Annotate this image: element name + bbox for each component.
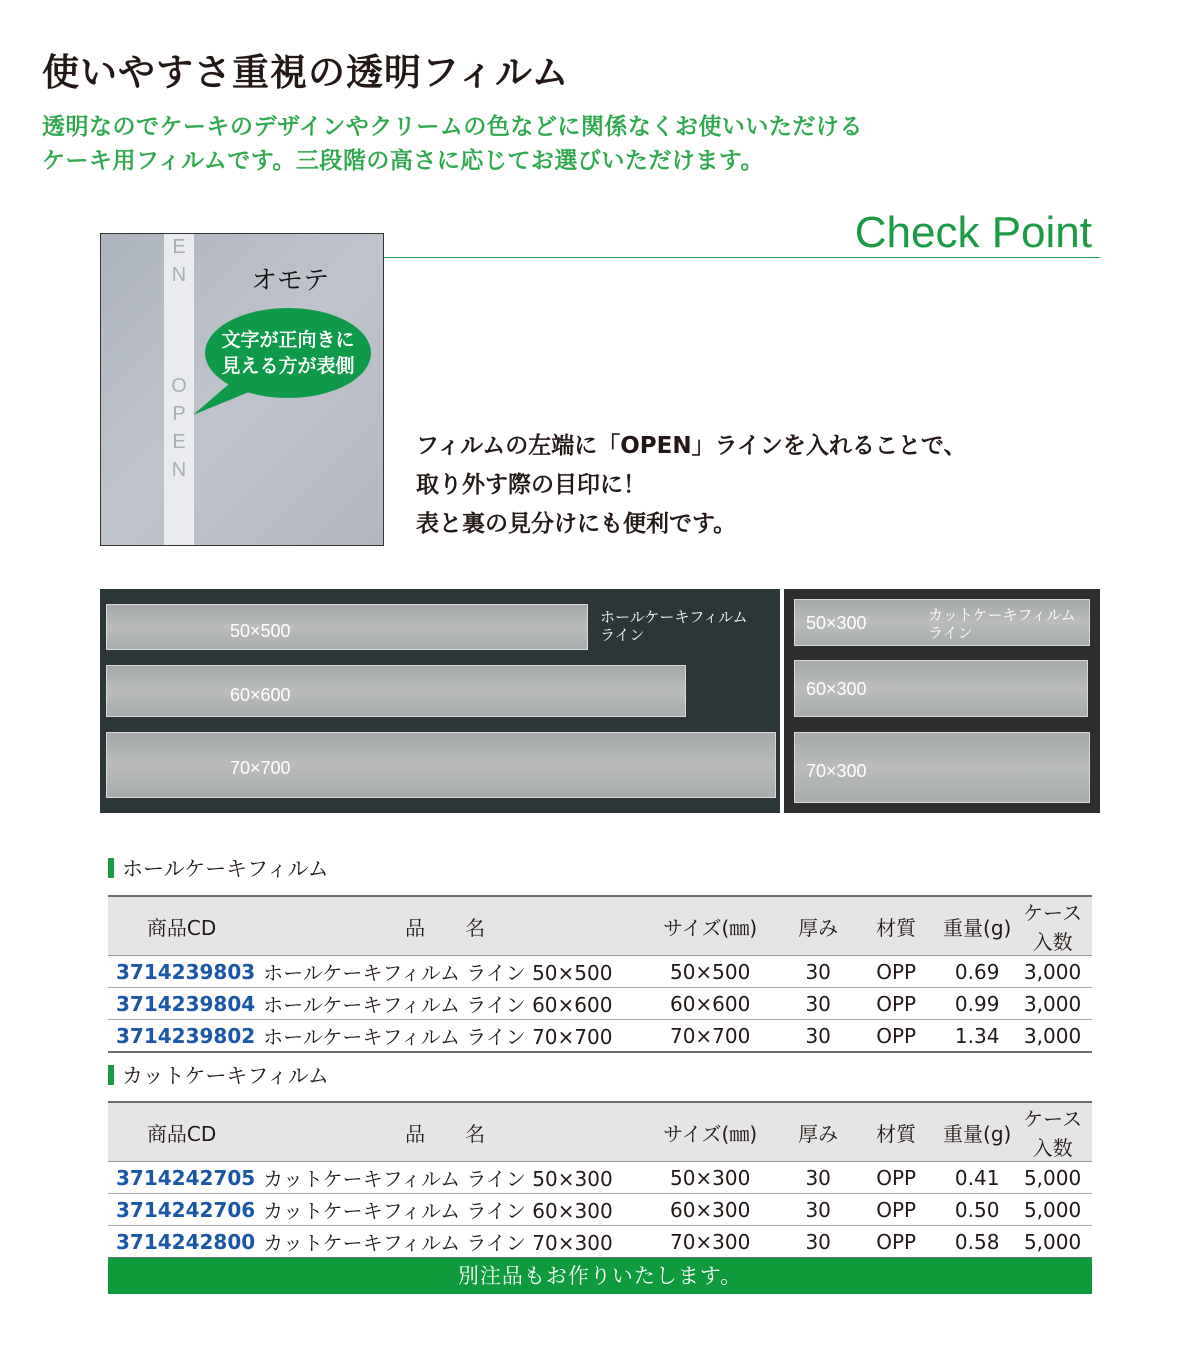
bubble-line-1: 文字が正向きに: [221, 329, 355, 351]
product-size: 70×700: [635, 1020, 785, 1053]
product-case-qty: 3,000: [1013, 988, 1092, 1020]
section-title: カットケーキフィルム: [122, 1064, 329, 1088]
product-name: ホールケーキフィルム ライン 60×600: [255, 988, 635, 1020]
strip-letter: N: [171, 459, 187, 481]
product-size: 60×300: [635, 1194, 785, 1226]
custom-order-banner: 別注品もお作りいたします。: [108, 1258, 1092, 1294]
caption-line-1: ホールケーキフィルム: [600, 608, 748, 626]
product-size: 70×300: [635, 1226, 785, 1259]
section-title: ホールケーキフィルム: [122, 857, 329, 881]
strip-letter: N: [171, 264, 187, 286]
photo-caption: [928, 606, 1076, 642]
product-case-qty: 3,000: [1013, 956, 1092, 988]
section-marker: [108, 1065, 114, 1085]
photo-caption: [600, 608, 748, 644]
product-case-qty: 3,000: [1013, 1020, 1092, 1053]
film-strip: [106, 732, 776, 798]
product-material: OPP: [851, 1020, 941, 1053]
product-case-qty: 5,000: [1013, 1162, 1092, 1194]
whole-cake-film-photo: [100, 589, 780, 813]
product-name: カットケーキフィルム ライン 60×300: [255, 1194, 635, 1226]
section-heading-cut: [108, 1060, 329, 1090]
product-weight: 0.58: [941, 1226, 1013, 1259]
col-header-thickness: 厚み: [785, 1102, 851, 1162]
product-case-qty: 5,000: [1013, 1226, 1092, 1259]
check-point-divider: [384, 257, 1100, 258]
product-case-qty: 5,000: [1013, 1194, 1092, 1226]
table-row: [108, 1020, 1092, 1053]
product-thickness: 30: [785, 988, 851, 1020]
film-size-label: 70×700: [230, 758, 291, 778]
product-weight: 0.69: [941, 956, 1013, 988]
col-header-case: ケース入数: [1013, 896, 1092, 956]
product-thickness: 30: [785, 956, 851, 988]
strip-letter: P: [172, 403, 186, 425]
product-size: 50×500: [635, 956, 785, 988]
product-code: 3714239802: [108, 1020, 255, 1053]
table-row: [108, 1194, 1092, 1226]
product-weight: 1.34: [941, 1020, 1013, 1053]
product-material: OPP: [851, 956, 941, 988]
col-header-name: 品 名: [255, 1102, 635, 1162]
product-thickness: 30: [785, 1194, 851, 1226]
product-weight: 0.50: [941, 1194, 1013, 1226]
product-thickness: 30: [785, 1020, 851, 1053]
cut-cake-film-photo: [784, 589, 1100, 813]
product-weight: 0.41: [941, 1162, 1013, 1194]
table-header-row: [108, 1102, 1092, 1162]
caption-line-2: ライン: [600, 626, 645, 644]
table-row: [108, 956, 1092, 988]
film-strip: [106, 665, 686, 717]
caption-line-1: カットケーキフィルム: [928, 606, 1076, 624]
bubble-line-2: 見える方が表側: [221, 355, 355, 377]
film-size-label: 60×600: [230, 685, 291, 705]
product-thickness: 30: [785, 1226, 851, 1259]
product-code: 3714239803: [108, 956, 255, 988]
table-header-row: [108, 896, 1092, 956]
col-header-name: 品 名: [255, 896, 635, 956]
col-header-size: サイズ(㎜): [635, 1102, 785, 1162]
page-title: 使いやすさ重視の透明フィルム: [42, 51, 570, 94]
product-name: カットケーキフィルム ライン 50×300: [255, 1162, 635, 1194]
product-name: ホールケーキフィルム ライン 50×500: [255, 956, 635, 988]
table-row: [108, 1162, 1092, 1194]
col-header-material: 材質: [851, 896, 941, 956]
product-name: カットケーキフィルム ライン 70×300: [255, 1226, 635, 1259]
col-header-size: サイズ(㎜): [635, 896, 785, 956]
product-thickness: 30: [785, 1162, 851, 1194]
product-size: 50×300: [635, 1162, 785, 1194]
check-point-title: Check Point: [854, 208, 1092, 257]
strip-letter: E: [172, 431, 186, 453]
product-name: ホールケーキフィルム ライン 70×700: [255, 1020, 635, 1053]
film-strip: [106, 604, 588, 650]
check-point-text-3: 表と裏の見分けにも便利です。: [416, 511, 737, 537]
col-header-weight: 重量(g): [941, 896, 1013, 956]
table-row: [108, 1226, 1092, 1259]
product-material: OPP: [851, 1194, 941, 1226]
subtitle-line-2: ケーキ用フィルムです。三段階の高さに応じてお選びいただけます。: [42, 148, 765, 174]
product-weight: 0.99: [941, 988, 1013, 1020]
product-material: OPP: [851, 988, 941, 1020]
whole-cake-product-table: [108, 895, 1092, 1053]
check-point-text-1: フィルムの左端に「OPEN」ラインを入れることで、: [416, 433, 967, 459]
section-marker: [108, 858, 114, 878]
col-header-case: ケース入数: [1013, 1102, 1092, 1162]
product-material: OPP: [851, 1226, 941, 1259]
omote-label: オモテ: [251, 266, 330, 296]
col-header-cd: 商品CD: [108, 896, 255, 956]
speech-bubble: [205, 308, 371, 398]
film-size-label: 70×300: [806, 761, 867, 781]
cut-cake-product-table: [108, 1101, 1092, 1259]
product-size: 60×600: [635, 988, 785, 1020]
col-header-weight: 重量(g): [941, 1102, 1013, 1162]
col-header-material: 材質: [851, 1102, 941, 1162]
col-header-cd: 商品CD: [108, 1102, 255, 1162]
film-size-label: 60×300: [806, 679, 867, 699]
check-point-text-2: 取り外す際の目印に！: [416, 472, 646, 498]
product-code: 3714242705: [108, 1162, 255, 1194]
strip-letter: E: [172, 236, 186, 258]
product-code: 3714242706: [108, 1194, 255, 1226]
strip-letter: O: [171, 375, 187, 397]
film-size-label: 50×300: [806, 613, 867, 633]
product-material: OPP: [851, 1162, 941, 1194]
product-code: 3714239804: [108, 988, 255, 1020]
col-header-thickness: 厚み: [785, 896, 851, 956]
product-code: 3714242800: [108, 1226, 255, 1259]
table-row: [108, 988, 1092, 1020]
film-closeup-photo: [100, 233, 384, 546]
section-heading-whole: [108, 853, 329, 883]
caption-line-2: ライン: [928, 624, 973, 642]
subtitle-line-1: 透明なのでケーキのデザインやクリームの色などに関係なくお使いいただける: [42, 114, 863, 140]
film-size-label: 50×500: [230, 621, 291, 641]
